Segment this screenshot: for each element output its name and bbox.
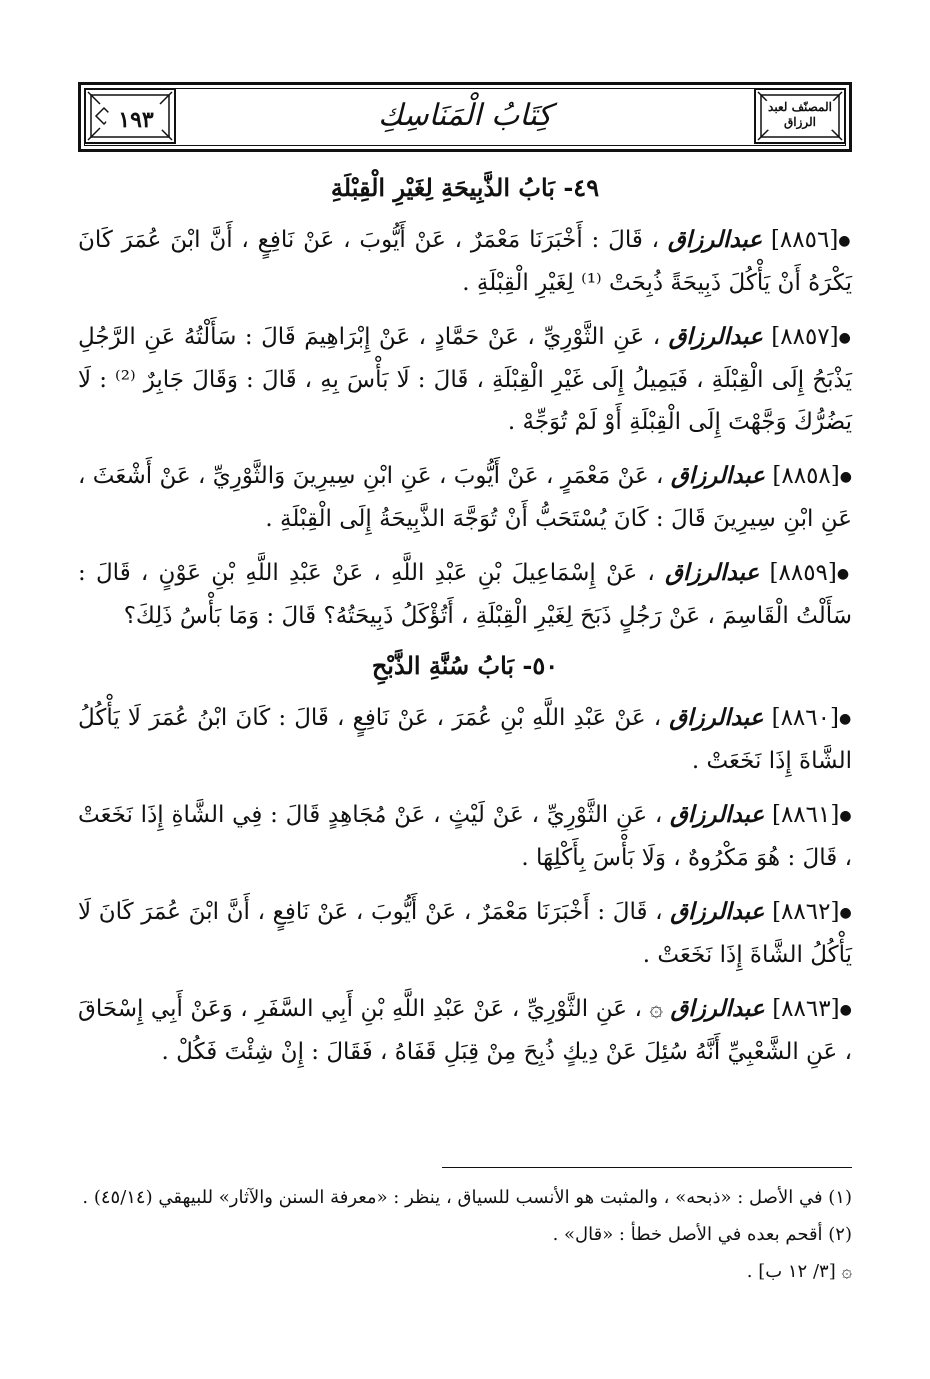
footnote-1: (١) في الأصل : «ذبحه» ، والمثبت هو الأنسب للسياق ، ينظر : «معرفة السنن والآثار» للبيهقي (٤٥/١٤) . bbox=[82, 1187, 852, 1208]
bullet-icon: ● bbox=[836, 566, 853, 582]
book-title: كِتَابُ الْمَنَاسِكِ bbox=[378, 98, 552, 133]
main-text bbox=[78, 165, 852, 1085]
hadith-8858 bbox=[78, 455, 852, 540]
footnote-folio: ۞ [٣/ ١٢ ب] . bbox=[746, 1261, 852, 1282]
hadith-text: ، عَنْ عَبْدِ اللَّهِ بْنِ عُمَرَ ، عَنْ نَافِعٍ ، قَالَ : كَانَ ابْنُ عُمَرَ لَا يَأْكُلُ الشَّاةَ إِذَا نَخَعَتْ . bbox=[78, 705, 852, 774]
hadith-8862 bbox=[78, 891, 852, 976]
hadith-number: [٨٨٦١] bbox=[771, 802, 840, 828]
bullet-icon: ● bbox=[839, 808, 853, 824]
narrator-name: عبدالرزاق bbox=[670, 462, 766, 489]
chapter-heading: ٤٩- بَابُ الذَّبِيحَةِ لِغَيْرِ الْقِبْلَةِ bbox=[330, 173, 600, 202]
series-label: المصنّف لعبد الرزاق bbox=[762, 100, 838, 130]
narrator-name: عبدالرزاق bbox=[670, 995, 765, 1022]
hadith-text: ۞ ، عَنِ الثَّوْرِيِّ ، عَنْ عَبْدِ اللَّهِ بْنِ أَبِي السَّفَرِ ، وَعَنْ أَبِي إِسْحَاقَ ، عَنِ الشَّعْبِيِّ أَنَّهُ سُئِلَ عَنْ دِيكٍ ذُبِحَ مِنْ قِبَلِ قَفَاهُ ، فَقَالَ : إِنْ شِئْتَ فَكُلْ . bbox=[78, 996, 852, 1065]
narrator-name: عبدالرزاق bbox=[670, 801, 765, 828]
bullet-icon: ● bbox=[838, 711, 853, 727]
hadith-8861 bbox=[78, 794, 852, 879]
hadith-text: ، عَنْ إِسْمَاعِيلَ بْنِ عَبْدِ اللَّهِ ، عَنْ عَبْدِ اللَّهِ بْنِ عَوْنٍ ، قَالَ : سَأَلْتُ الْقَاسِمَ ، عَنْ رَجُلٍ ذَبَحَ لِغَيْرِ الْقِبْلَةِ ، أَتُؤْكَلُ ذَبِيحَتُهُ؟ قَالَ : وَمَا بَأْسُ ذَلِكَ؟ bbox=[78, 560, 852, 629]
hadith-8859 bbox=[78, 552, 852, 637]
narrator-name: عبدالرزاق bbox=[668, 323, 763, 350]
bullet-icon: ● bbox=[839, 469, 853, 485]
footnote-divider bbox=[442, 1167, 852, 1168]
hadith-number: [٨٨٦٠] bbox=[771, 705, 839, 731]
narrator-name: عبدالرزاق bbox=[669, 704, 764, 731]
hadith-number: [٨٨٥٦] bbox=[770, 227, 839, 253]
hadith-number: [٨٨٦٢] bbox=[772, 899, 840, 925]
page-number-ornament bbox=[84, 88, 176, 144]
narrator-name: عبدالرزاق bbox=[667, 226, 763, 253]
hadith-8857 bbox=[78, 316, 852, 443]
bullet-icon: ● bbox=[839, 905, 853, 921]
footnotes bbox=[78, 1182, 852, 1293]
page-header bbox=[78, 82, 852, 152]
bullet-icon: ● bbox=[838, 330, 852, 346]
footnote-2: (٢) أقحم بعده في الأصل خطأ : «قال» . bbox=[552, 1224, 852, 1245]
narrator-name: عبدالرزاق bbox=[670, 898, 765, 925]
hadith-8863 bbox=[78, 988, 852, 1073]
hadith-number: [٨٨٥٩] bbox=[769, 560, 837, 586]
chapter-heading: ٥٠- بَابُ سُنَّةِ الذَّبْحِ bbox=[371, 651, 559, 680]
hadith-text: ، قَالَ : أَخْبَرَنَا مَعْمَرٌ ، عَنْ أَيُّوبَ ، عَنْ نَافِعٍ ، أَنَّ ابْنَ عُمَرَ كَانَ يَكْرَهُ أَنْ يَأْكُلَ ذَبِيحَةً ذُبِحَتْ ⁽¹⁾ لِغَيْرِ الْقِبْلَةِ . bbox=[78, 227, 852, 296]
bullet-icon: ● bbox=[838, 233, 853, 249]
hadith-text: ، عَنْ مَعْمَرٍ ، عَنْ أَيُّوبَ ، عَنِ ابْنِ سِيرِينَ وَالثَّوْرِيِّ ، عَنْ أَشْعَثَ ، عَنِ ابْنِ سِيرِينَ قَالَ : كَانَ يُسْتَحَبُّ أَنْ تُوَجَّهَ الذَّبِيحَةُ إِلَى الْقِبْلَةِ . bbox=[78, 463, 852, 532]
hadith-8860 bbox=[78, 697, 852, 782]
hadith-8856 bbox=[78, 219, 852, 304]
hadith-text: ، قَالَ : أَخْبَرَنَا مَعْمَرٌ ، عَنْ أَيُّوبَ ، عَنْ نَافِعٍ ، أَنَّ ابْنَ عُمَرَ كَانَ لَا يَأْكُلُ الشَّاةَ إِذَا نَخَعَتْ . bbox=[78, 899, 852, 968]
hadith-text: ، عَنِ الثَّوْرِيِّ ، عَنْ لَيْثٍ ، عَنْ مُجَاهِدٍ قَالَ : فِي الشَّاةِ إِذَا نَخَعَتْ ، قَالَ : هُوَ مَكْرُوهٌ ، وَلَا بَأْسَ بِأَكْلِهَا . bbox=[78, 802, 852, 871]
hadith-text: ، عَنِ الثَّوْرِيِّ ، عَنْ حَمَّادٍ ، عَنْ إِبْرَاهِيمَ قَالَ : سَأَلْتُهُ عَنِ الرَّجُلِ يَذْبَحُ إِلَى الْقِبْلَةِ ، فَيَمِيلُ إِلَى غَيْرِ الْقِبْلَةِ ، قَالَ : لَا بَأْسَ بِهِ ، قَالَ : وَقَالَ جَابِرٌ ⁽²⁾ : لَا يَضُرُّكَ وَجَّهْتَ إِلَى الْقِبْلَةِ أَوْ لَمْ تُوَجِّهْ . bbox=[78, 324, 853, 435]
narrator-name: عبدالرزاق bbox=[665, 559, 760, 586]
bullet-icon: ● bbox=[839, 1002, 853, 1018]
hadith-number: [٨٨٦٣] bbox=[772, 996, 840, 1022]
page-number: ١٩٣ bbox=[106, 106, 166, 134]
hadith-number: [٨٨٥٨] bbox=[772, 463, 840, 489]
series-ornament bbox=[754, 88, 846, 144]
hadith-number: [٨٨٥٧] bbox=[771, 324, 839, 350]
